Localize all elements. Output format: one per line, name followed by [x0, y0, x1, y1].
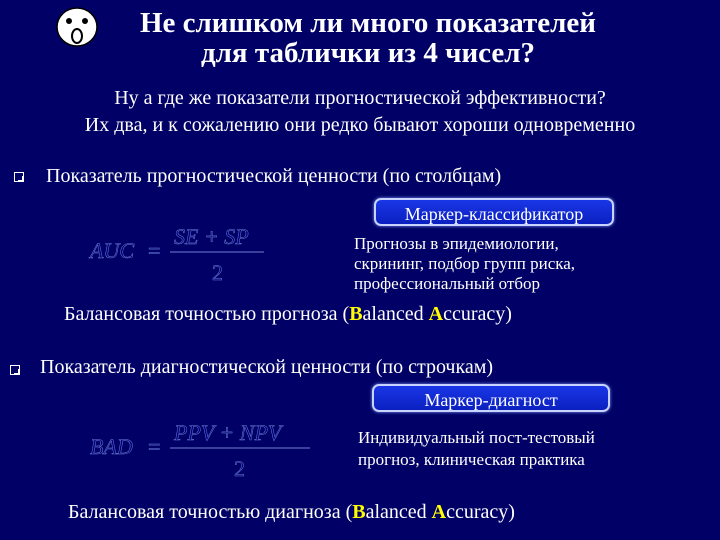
section1-result-suffix: ccuracy)	[443, 303, 512, 325]
bad-formula-denominator: 2	[234, 456, 245, 481]
section2-result-prefix: Балансовая точностью диагноза (	[68, 501, 353, 523]
section1-note-line-2: скрининг, подбор групп риска,	[354, 254, 576, 273]
auc-formula	[86, 220, 276, 290]
section1-result-prefix: Балансовая точностью прогноза (	[64, 303, 350, 325]
section2-result-mid: alanced	[365, 501, 432, 523]
title-line-2: для таблички из 4 чисел?	[200, 37, 536, 69]
subtitle-line-2: Их два, и к сожалению они редко бывают хороши одновременно	[84, 114, 636, 136]
section2-result-b: B	[352, 501, 366, 523]
section1-result-a: A	[428, 303, 444, 325]
auc-formula-denominator: 2	[212, 260, 223, 285]
section2-note-line-2: прогноз, клиническая практика	[358, 450, 585, 469]
auc-formula-numerator: SE + SP	[174, 224, 249, 249]
title-line-1: Не слишком ли много показателей	[139, 7, 597, 39]
bad-formula	[86, 414, 326, 484]
section1-note-line-1: Прогнозы в эпидемиологии,	[354, 234, 559, 253]
section2-result-a: A	[431, 501, 447, 523]
checkbox-bullet-icon	[14, 172, 24, 182]
section1-result-b: B	[349, 303, 363, 325]
auc-formula-eq: =	[148, 238, 161, 263]
diagnostic-marker-badge: Маркер-диагност	[372, 384, 610, 412]
section1-heading: Показатель прогностической ценности (по столбцам)	[46, 165, 502, 187]
section2-result-suffix: ccuracy)	[446, 501, 515, 523]
section2-note-line-1: Индивидуальный пост-тестовый	[358, 428, 595, 447]
section2-result	[68, 500, 515, 524]
bad-formula-lhs: BAD	[90, 434, 133, 459]
section1-result-mid: alanced	[362, 303, 429, 325]
checkbox-bullet-icon	[10, 365, 20, 375]
subtitle-line-1: Ну а где же показатели прогностической эффективности?	[114, 87, 606, 109]
auc-formula-lhs: AUC	[90, 238, 134, 263]
section2-heading: Показатель диагностической ценности (по строчкам)	[40, 356, 494, 378]
classifier-marker-badge: Маркер-классификатор	[374, 198, 614, 226]
section1-note-line-3: профессиональный отбор	[354, 274, 541, 293]
section1-result	[64, 302, 512, 326]
bad-formula-numerator: PPV + NPV	[174, 420, 282, 445]
bad-formula-eq: =	[148, 434, 161, 459]
